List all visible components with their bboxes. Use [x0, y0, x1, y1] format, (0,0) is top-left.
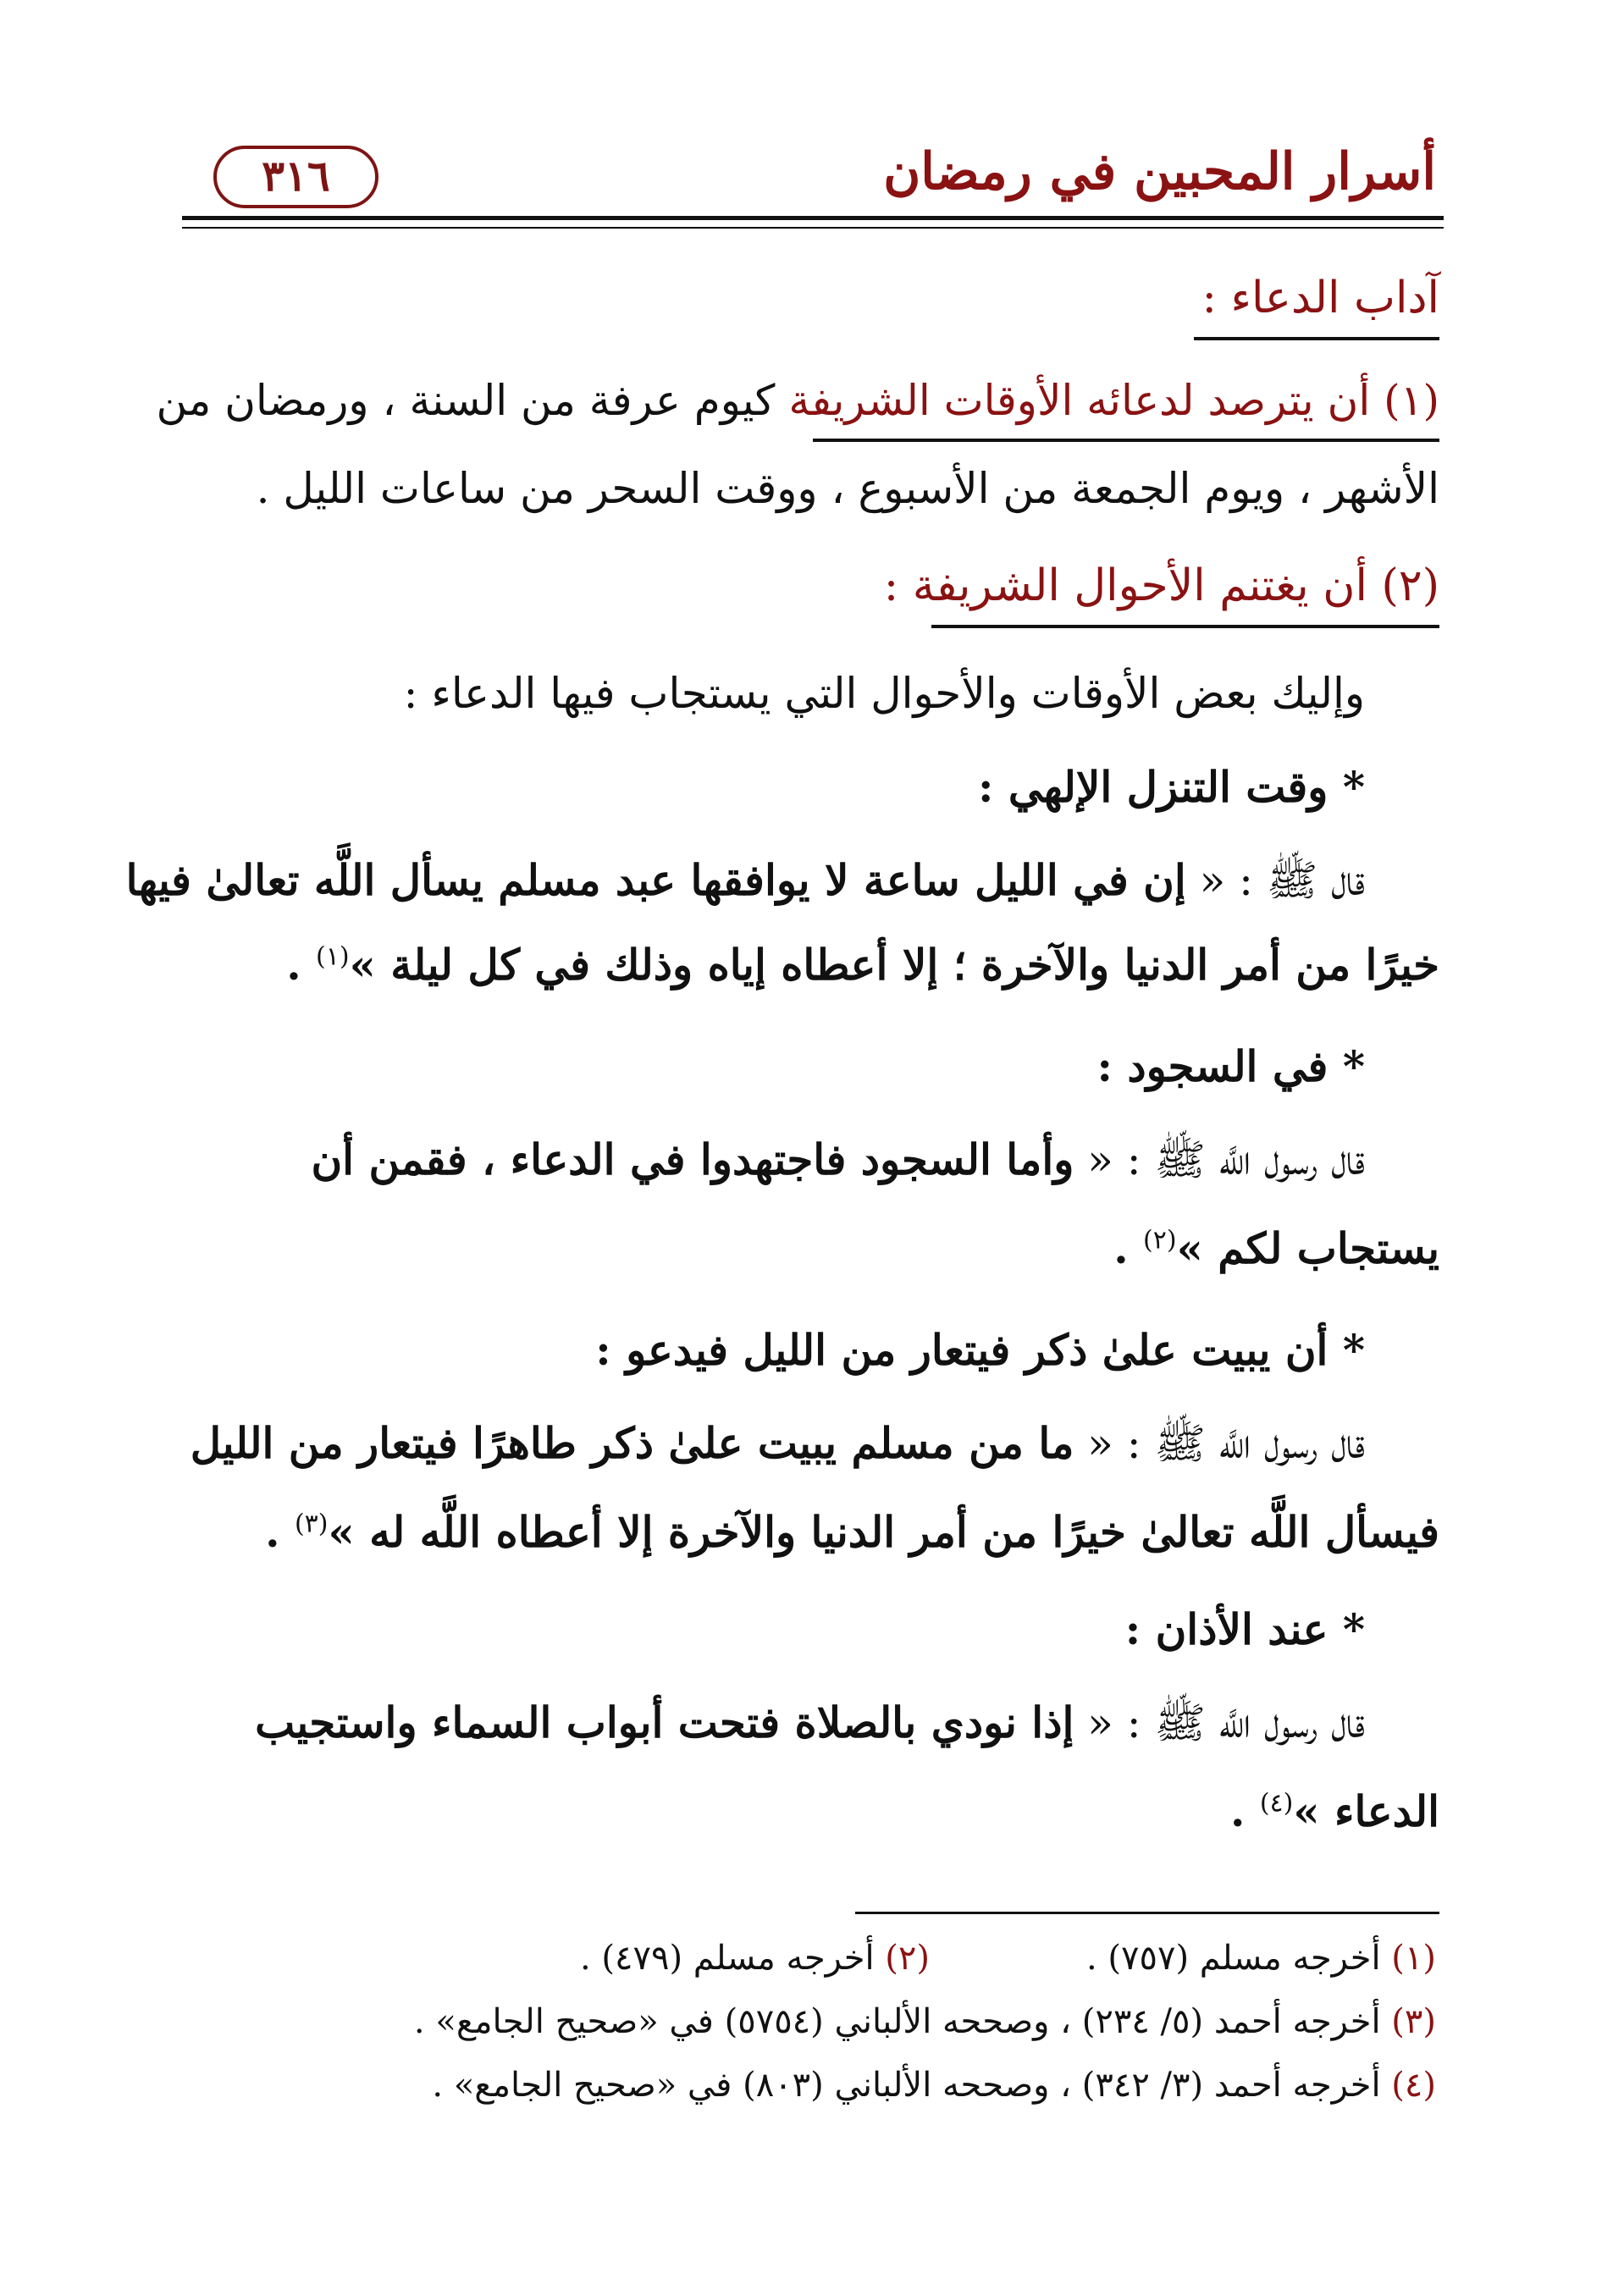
- sec1-footnote-ref: (١): [316, 941, 350, 972]
- para1-rest: كيوم عرفة من السنة ، ورمضان من: [156, 376, 776, 425]
- heading-main-underline: [1194, 337, 1439, 340]
- sec1-plain: قال ﷺ : «: [1199, 856, 1365, 905]
- sec3-line2: فيسأل اللَّه تعالىٰ خيرًا من أمر الدنيا والآخرة إلا أعطاه اللَّه له »$^{(٣)}$ .: [265, 1507, 1439, 1557]
- footnote-1-number: (١): [1391, 1939, 1436, 1978]
- intro-line: وإليك بعض الأوقات والأحوال التي يستجاب فيها الدعاء :: [403, 669, 1365, 718]
- heading-2-underline: [931, 625, 1439, 628]
- running-title: أسرار المحبين في رمضان: [883, 142, 1436, 201]
- footnote-2-text: أخرجه مسلم (٤٧٩) .: [579, 1939, 875, 1978]
- sec2-line2: يستجاب لكم »$^{(٢)}$ .: [1113, 1223, 1439, 1273]
- sec3-quote-2: فيسأل اللَّه تعالىٰ خيرًا من أمر الدنيا والآخرة إلا أعطاه اللَّه له »: [328, 1507, 1439, 1557]
- sec3-footnote-ref: (٣): [294, 1509, 329, 1539]
- sec3-line1: [186, 1418, 1439, 1479]
- sec4-quote-1: إذا نودي بالصلاة فتحت أبواب السماء واستجيب: [255, 1697, 1074, 1747]
- heading-main-text: آداب الدعاء :: [1201, 273, 1439, 323]
- sec3-title: * أن يبيت علىٰ ذكر فيتعار من الليل فيدعو :: [595, 1325, 1365, 1375]
- footnote-4-text: أخرجه أحمد (٣/ ٣٤٢) ، وصححه الألباني (٨٠٣) في «صحيح الجامع» .: [432, 2066, 1381, 2105]
- heading-2: (٢) أن يغتنم الأحوال الشريفة :: [883, 560, 1439, 611]
- sec2-title: * في السجود :: [1096, 1041, 1365, 1091]
- footnote-1-text: أخرجه مسلم (٧٥٧) .: [1085, 1939, 1381, 1978]
- sec4-plain: قال رسول اللَّه ﷺ : «: [1087, 1698, 1365, 1747]
- para1-lead-underline: [813, 439, 1439, 442]
- para1-line1: [156, 376, 1439, 425]
- sec1-line1: [125, 855, 1439, 916]
- sec4-footnote-ref: (٤): [1259, 1788, 1294, 1819]
- sec2-plain: قال رسول اللَّه ﷺ : «: [1087, 1135, 1365, 1184]
- footnote-2-number: (٢): [885, 1939, 930, 1978]
- footnote-3-number: (٣): [1391, 2002, 1436, 2041]
- sec2-footnote-ref: (٢): [1143, 1225, 1177, 1256]
- sec1-title: * وقت التنزل الإلهي :: [978, 762, 1365, 812]
- sec1-quote-2: خيرًا من أمر الدنيا والآخرة ؛ إلا أعطاه إياه وذلك في كل ليلة »: [349, 940, 1439, 990]
- sec3-quote-1: ما من مسلم يبيت علىٰ ذكر طاهرًا فيتعار من الليل: [190, 1418, 1074, 1468]
- para1-line2: الأشهر ، ويوم الجمعة من الأسبوع ، ووقت السحر من ساعات الليل .: [256, 464, 1439, 513]
- sec2-line1: [186, 1134, 1439, 1195]
- sec4-title: * عند الأذان :: [1124, 1604, 1365, 1654]
- sec3-plain: قال رسول اللَّه ﷺ : «: [1087, 1419, 1365, 1468]
- sec4-line1: [186, 1697, 1439, 1758]
- sec2-quote-1: وأما السجود فاجتهدوا في الدعاء ، فقمن أن: [311, 1134, 1074, 1184]
- footnote-3-text: أخرجه أحمد (٥/ ٢٣٤) ، وصححه الألباني (٥٧٥٤) في «صحيح الجامع» .: [413, 2002, 1381, 2041]
- sec1-quote-1: إن في الليل ساعة لا يوافقها عبد مسلم يسأل اللَّه تعالىٰ فيها: [125, 855, 1186, 905]
- footnote-4: [432, 2066, 1436, 2105]
- sec1-line2: خيرًا من أمر الدنيا والآخرة ؛ إلا أعطاه إياه وذلك في كل ليلة »$^{(١)}$ .: [286, 940, 1439, 990]
- para1-lead: (١) أن يترصد لدعائه الأوقات الشريفة: [788, 376, 1439, 425]
- sec4-line2: الدعاء »$^{(٤)}$ .: [1230, 1786, 1439, 1836]
- footnote-3: [414, 2002, 1436, 2041]
- footnote-2: [580, 1939, 930, 1978]
- heading-main: [186, 273, 1439, 323]
- sec2-quote-2: يستجاب لكم »: [1176, 1223, 1439, 1273]
- footnote-4-number: (٤): [1391, 2066, 1436, 2105]
- footnote-1: [1086, 1939, 1436, 1978]
- footnote-separator: [855, 1912, 1439, 1914]
- sec4-quote-2: الدعاء »: [1293, 1786, 1439, 1836]
- page-number: ٣١٦: [213, 146, 378, 208]
